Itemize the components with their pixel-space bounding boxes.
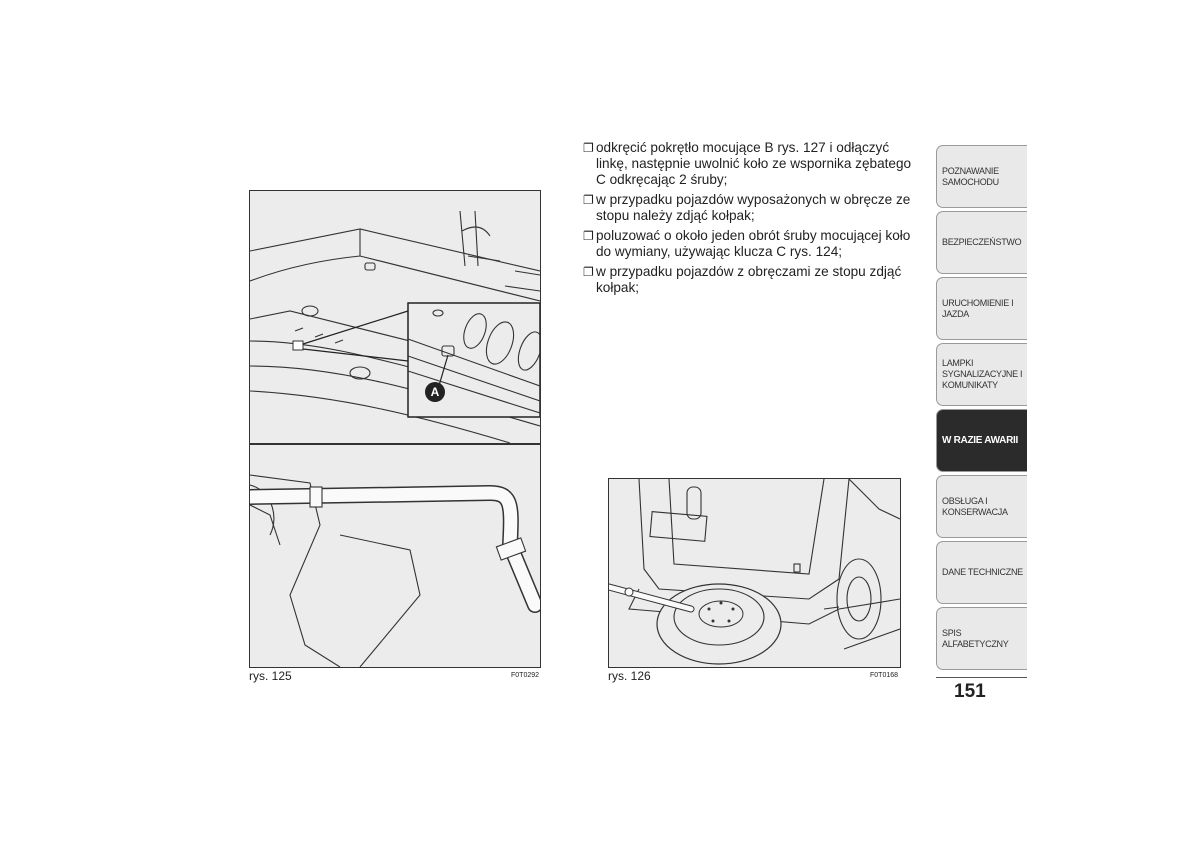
list-item-text: odkręcić pokrętło mocujące B rys. 127 i odłączyć linkę, następnie uwolnić koło ze wspornika zębatego C odkręcając 2 śruby; xyxy=(596,140,912,187)
list-item-text: w przypadku pojazdów z obręczami ze stopu zdjąć kołpak; xyxy=(596,264,902,295)
checkbox-marker-icon: ❐ xyxy=(583,193,594,207)
trunk-illustration xyxy=(250,191,540,443)
tab-spis-alfabetyczny[interactable]: SPIS ALFABETYCZNY xyxy=(936,607,1027,670)
list-item xyxy=(583,228,921,260)
tab-bezpieczenstwo[interactable]: BEZPIECZEŃSTWO xyxy=(936,211,1027,274)
checkbox-marker-icon: ❐ xyxy=(583,141,594,155)
checkbox-marker-icon: ❐ xyxy=(583,265,594,279)
callout-a-label: A xyxy=(430,385,440,399)
figure-126-caption: rys. 126 xyxy=(608,669,651,683)
list-item xyxy=(583,140,921,188)
wrench-illustration xyxy=(250,445,540,667)
figure-125-caption: rys. 125 xyxy=(249,669,292,683)
tab-obsluga-i-konserwacja[interactable]: OBSŁUGA I KONSERWACJA xyxy=(936,475,1027,538)
figure-125-top xyxy=(249,190,541,444)
tab-uruchomienie-i-jazda[interactable]: URUCHOMIENIE I JAZDA xyxy=(936,277,1027,340)
tab-lampki-sygnalizacyjne[interactable]: LAMPKI SYGNALIZACYJNE I KOMUNIKATY xyxy=(936,343,1027,406)
van-spare-wheel-illustration xyxy=(609,479,900,667)
tab-poznawanie-samochodu[interactable]: POZNAWANIE SAMOCHODU xyxy=(936,145,1027,208)
section-tabs xyxy=(936,145,1027,673)
list-item xyxy=(583,192,921,224)
list-item-text: poluzować o około jeden obrót śruby mocującej koło do wymiany, używając klucza C rys. 124; xyxy=(596,228,911,259)
page-number: 151 xyxy=(954,681,986,702)
tab-dane-techniczne[interactable]: DANE TECHNICZNE xyxy=(936,541,1027,604)
figure-126-code: F0T0168 xyxy=(870,672,899,679)
list-item xyxy=(583,264,921,296)
page-number-divider xyxy=(936,677,1027,678)
figure-126 xyxy=(608,478,901,668)
instruction-list xyxy=(583,140,921,300)
figure-125-code: F0T0292 xyxy=(511,672,540,679)
list-item-text: w przypadku pojazdów wyposażonych w obręcze ze stopu należy zdjąć kołpak; xyxy=(596,192,911,223)
figure-125-bottom xyxy=(249,444,541,668)
checkbox-marker-icon: ❐ xyxy=(583,229,594,243)
tab-w-razie-awarii[interactable]: W RAZIE AWARII xyxy=(936,409,1027,472)
